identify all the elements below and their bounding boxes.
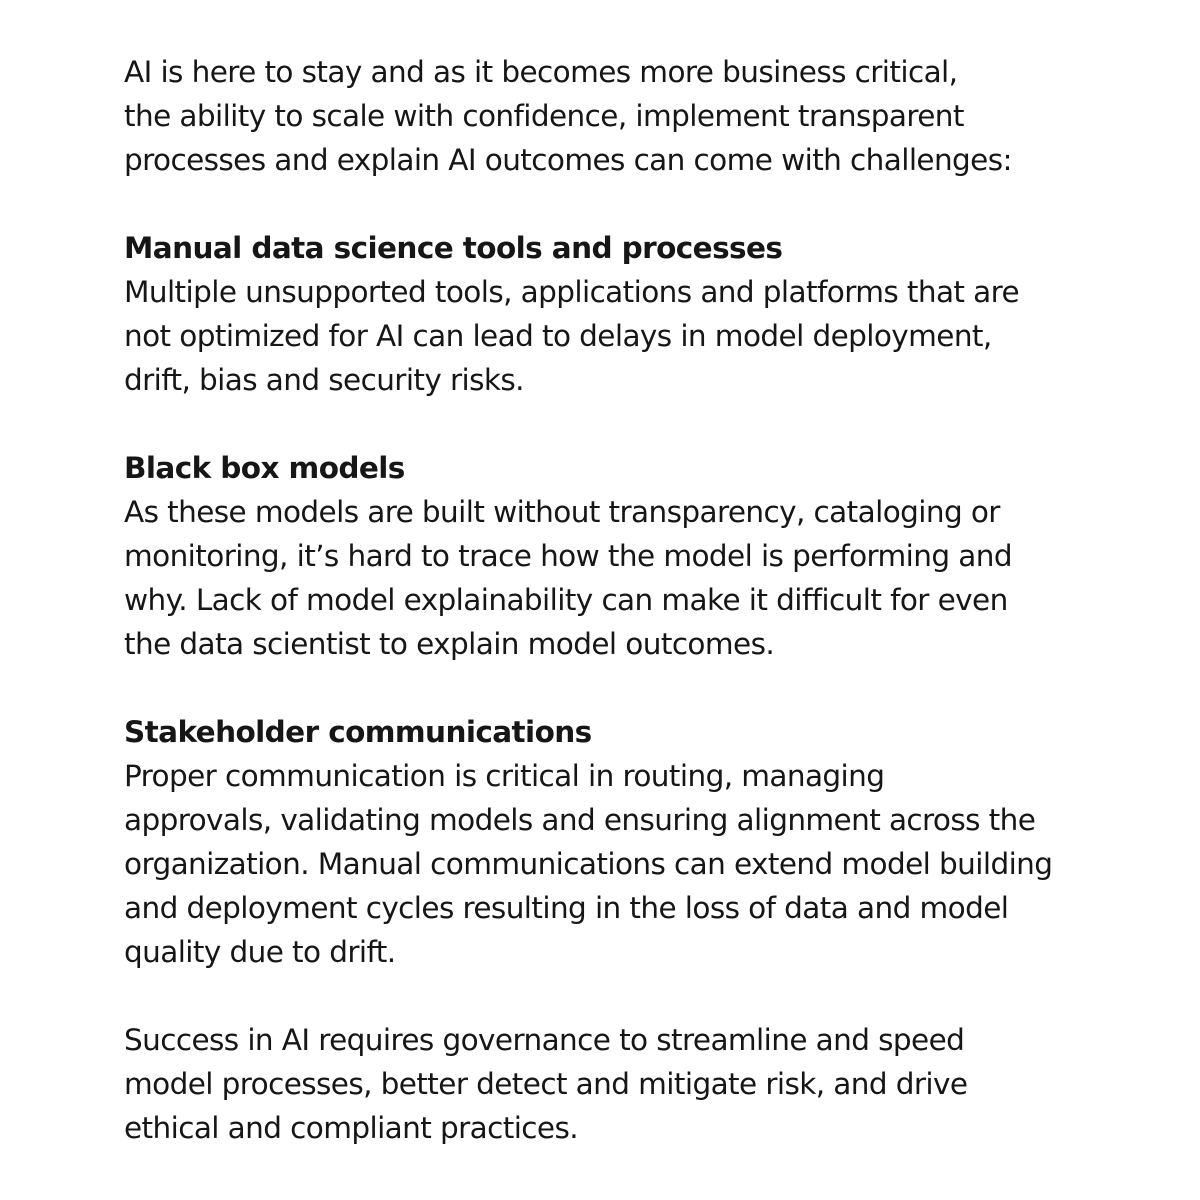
text-line: Multiple unsupported tools, applications and platforms that are: [124, 275, 1020, 309]
text-line: not optimized for AI can lead to delays in model deployment,: [124, 319, 992, 353]
text-line: processes and explain AI outcomes can come with challenges:: [124, 143, 1012, 177]
section-manual-tools: [124, 226, 1124, 402]
text-line: As these models are built without transparency, cataloging or: [124, 495, 1000, 529]
text-line: Success in AI requires governance to streamline and speed: [124, 1023, 965, 1057]
text-line: and deployment cycles resulting in the loss of data and model: [124, 891, 1009, 925]
section-heading: Manual data science tools and processes: [124, 231, 783, 265]
text-line: the data scientist to explain model outcomes.: [124, 627, 775, 661]
text-line: approvals, validating models and ensuring alignment across the: [124, 803, 1036, 837]
section-black-box-models: [124, 446, 1124, 666]
text-line: AI is here to stay and as it becomes more business critical,: [124, 55, 958, 89]
conclusion-paragraph: [124, 1018, 1124, 1150]
section-heading: Black box models: [124, 451, 405, 485]
intro-paragraph: [124, 50, 1124, 182]
section-heading: Stakeholder communications: [124, 715, 592, 749]
text-line: Proper communication is critical in routing, managing: [124, 759, 885, 793]
section-stakeholder-communications: [124, 710, 1124, 974]
text-line: why. Lack of model explainability can make it difficult for even: [124, 583, 1008, 617]
text-line: ethical and compliant practices.: [124, 1111, 579, 1145]
text-line: monitoring, it’s hard to trace how the model is performing and: [124, 539, 1012, 573]
text-line: organization. Manual communications can extend model building: [124, 847, 1053, 881]
text-line: the ability to scale with confidence, implement transparent: [124, 99, 964, 133]
text-line: drift, bias and security risks.: [124, 363, 524, 397]
text-line: model processes, better detect and mitigate risk, and drive: [124, 1067, 968, 1101]
text-line: quality due to drift.: [124, 935, 396, 969]
document-body: [124, 50, 1124, 1150]
